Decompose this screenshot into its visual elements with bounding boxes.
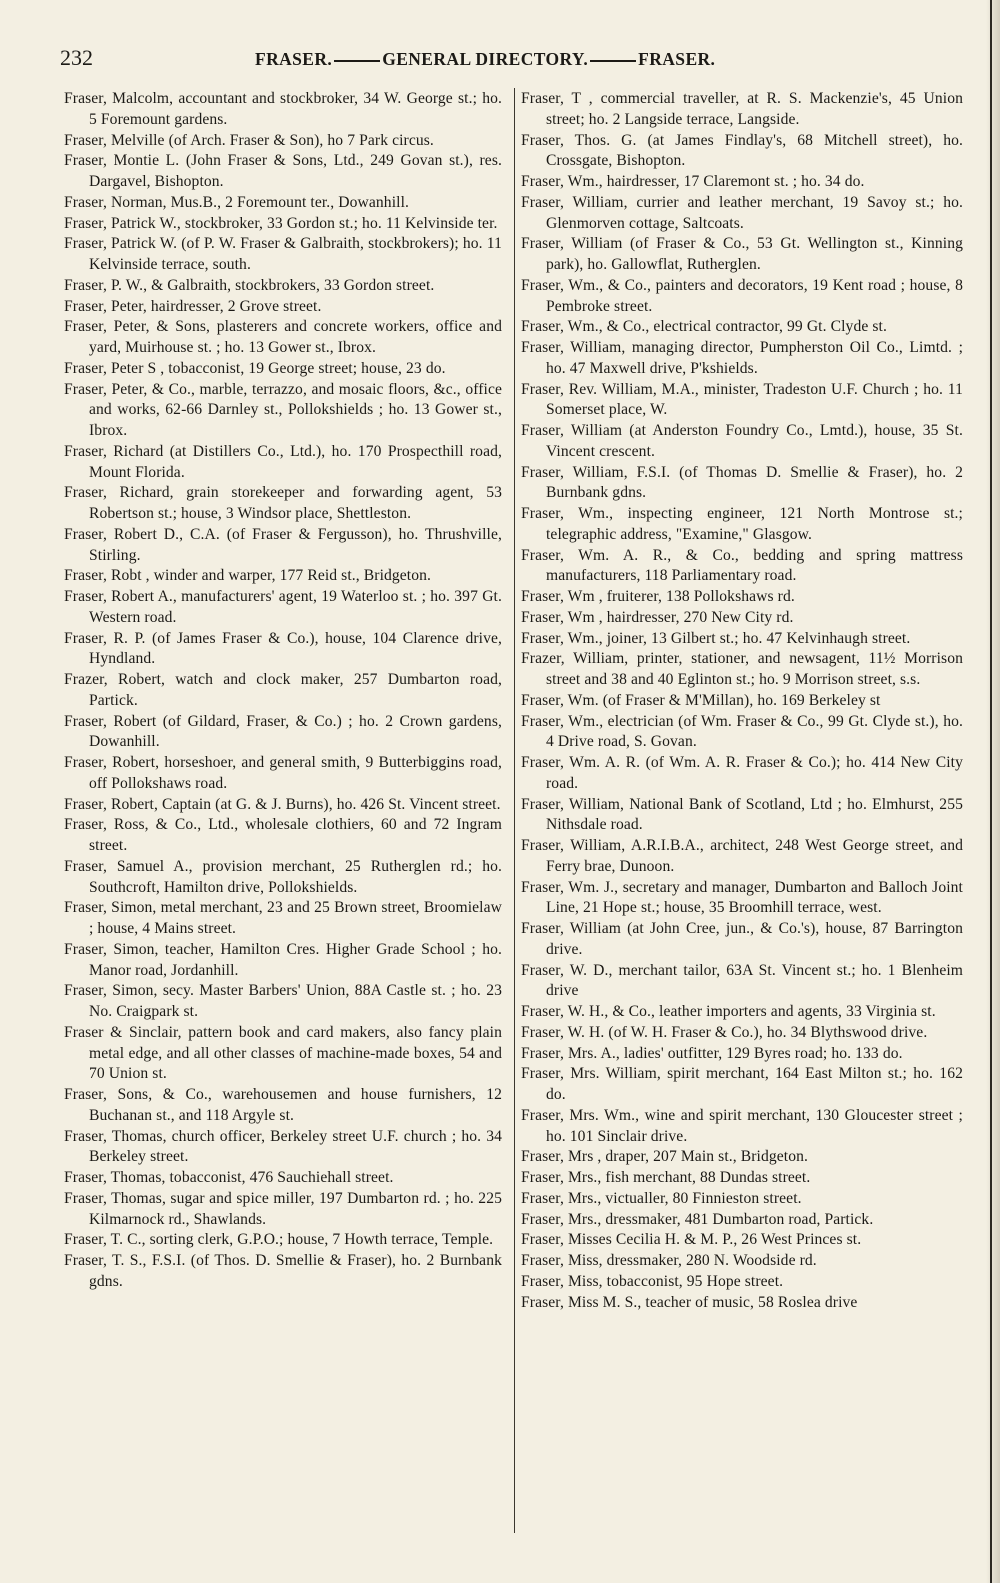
directory-entry: Fraser, William, F.S.I. (of Thomas D. Smellie & Fraser), ho. 2 Burnbank gdns.: [521, 463, 963, 502]
directory-entry: Fraser, Mrs. Wm., wine and spirit merchant, 130 Gloucester street ; ho. 101 Sinclair drive.: [521, 1106, 963, 1145]
directory-entry: Fraser, R. P. (of James Fraser & Co.), house, 104 Clarence drive, Hyndland.: [64, 629, 502, 668]
directory-entry: Fraser, W. H., & Co., leather importers and agents, 33 Virginia st.: [521, 1003, 936, 1020]
directory-entry: Fraser, Wm. A. R. (of Wm. A. R. Fraser & Co.); ho. 414 New City road.: [521, 754, 963, 792]
page-header: [60, 44, 965, 74]
directory-entry: Fraser, Thomas, church officer, Berkeley street U.F. church ; ho. 34 Berkeley street.: [64, 1127, 502, 1166]
directory-entry: Fraser, W. H. (of W. H. Fraser & Co.), ho. 34 Blythswood drive.: [521, 1023, 928, 1041]
directory-entry: Fraser, William, National Bank of Scotland, Ltd ; ho. Elmhurst, 255 Nithsdale road.: [521, 795, 963, 834]
directory-entry: Fraser, Norman, Mus.B., 2 Foremount ter., Dowanhill.: [64, 193, 410, 211]
directory-entry: Fraser, Wm , hairdresser, 270 New City rd.: [521, 608, 794, 626]
directory-entry: Fraser, Mrs., fish merchant, 88 Dundas street.: [521, 1169, 811, 1186]
directory-entry: Fraser, Peter, hairdresser, 2 Grove street.: [64, 297, 322, 315]
directory-entry: Fraser, Wm. J., secretary and manager, Dumbarton and Balloch Joint Line, 21 Hope st.; house, 35 Broomhill terrace, west.: [521, 878, 963, 917]
directory-entry: Fraser, Thomas, tobacconist, 476 Sauchiehall street.: [64, 1169, 394, 1186]
directory-entry: Fraser, Peter, & Sons, plasterers and concrete workers, office and yard, Muirhouse st. ; ho. 13 Gower st., Ibrox.: [64, 318, 502, 356]
directory-entry: Fraser, Rev. William, M.A., minister, Tradeston U.F. Church ; ho. 11 Somerset place, W.: [521, 380, 963, 419]
directory-entry: Fraser, Ross, & Co., Ltd., wholesale clothiers, 60 and 72 Ingram street.: [64, 816, 502, 854]
directory-entry: Fraser, Robt , winder and warper, 177 Reid st., Bridgeton.: [64, 567, 432, 585]
running-head-dash: [334, 60, 380, 62]
directory-entry: Fraser, Richard, grain storekeeper and forwarding agent, 53 Robertson st.; house, 3 Windsor place, Shettleston.: [64, 484, 502, 522]
directory-entry: Fraser, T , commercial traveller, at R. S. Mackenzie's, 45 Union street; ho. 2 Langside terrace, Langside.: [521, 90, 963, 128]
directory-entry: Fraser, Wm., & Co., painters and decorators, 19 Kent road ; house, 8 Pembroke street.: [521, 276, 963, 315]
directory-entry: Fraser, T. C., sorting clerk, G.P.O.; house, 7 Howth terrace, Temple.: [64, 1231, 494, 1249]
directory-entry: Frazer, William, printer, stationer, and newsagent, 11½ Morrison street and 38 and 40 Eglinton st.; ho. 9 Morrison street, s.s.: [521, 650, 963, 688]
page-edge-rule: [990, 0, 992, 1583]
directory-entry: Fraser, Mrs., dressmaker, 481 Dumbarton road, Partick.: [521, 1210, 874, 1228]
directory-entry: Fraser, William (of Fraser & Co., 53 Gt. Wellington st., Kinning park), ho. Gallowflat, Rutherglen.: [521, 235, 963, 273]
directory-entry: Fraser, Patrick W. (of P. W. Fraser & Galbraith, stockbrokers); ho. 11 Kelvinside terrace, south.: [64, 235, 502, 273]
directory-entry: Fraser, Patrick W., stockbroker, 33 Gordon st.; ho. 11 Kelvinside ter.: [64, 214, 498, 232]
directory-entry: Frazer, Robert, watch and clock maker, 257 Dumbarton road, Partick.: [64, 671, 502, 709]
directory-entry: Fraser, Wm., hairdresser, 17 Claremont st. ; ho. 34 do.: [521, 173, 865, 190]
directory-entry: Fraser, Miss M. S., teacher of music, 58 Roslea drive: [521, 1293, 858, 1311]
directory-entry: Fraser, Mrs., victualler, 80 Finnieston street.: [521, 1189, 802, 1207]
directory-entry: Fraser, Wm. A. R., & Co., bedding and spring mattress manufacturers, 118 Parliamentary road.: [521, 546, 963, 585]
directory-entry: Fraser, Wm., inspecting engineer, 121 North Montrose st.; telegraphic address, "Examine," Glasgow.: [521, 505, 963, 543]
running-head-title: GENERAL DIRECTORY.: [382, 49, 589, 69]
directory-entry: Fraser, Mrs , draper, 207 Main st., Bridgeton.: [521, 1148, 809, 1166]
directory-entry: Fraser, Wm , fruiterer, 138 Pollokshaws rd.: [521, 588, 795, 605]
directory-entry: Fraser, Robert, horseshoer, and general smith, 9 Butterbiggins road, off Pollokshaws road.: [64, 754, 502, 792]
directory-entry: Fraser, Malcolm, accountant and stockbroker, 34 W. George st.; ho. 5 Foremount gardens.: [64, 90, 502, 128]
directory-entry: Fraser, Peter, & Co., marble, terrazzo, and mosaic floors, &c., office and works, 62-66 Darnley st., Pollokshields ; ho. 13 Gower st., Ibrox.: [64, 380, 502, 439]
directory-entry: Fraser, Thos. G. (at James Findlay's, 68 Mitchell street), ho. Crossgate, Bishopton.: [521, 131, 963, 170]
running-head-dash: [590, 60, 636, 62]
right-column: [521, 89, 963, 1313]
directory-entry: Fraser, Samuel A., provision merchant, 25 Rutherglen rd.; ho. Southcroft, Hamilton drive, Pollokshields.: [64, 857, 502, 896]
directory-entry: Fraser, William, managing director, Pumpherston Oil Co., Limtd. ; ho. 47 Maxwell drive, P'kshields.: [521, 339, 963, 377]
directory-entry: Fraser, Wm., joiner, 13 Gilbert st.; ho. 47 Kelvinhaugh street.: [521, 629, 911, 647]
directory-entry: Fraser, Miss, dressmaker, 280 N. Woodside rd.: [521, 1252, 817, 1269]
directory-entry: Fraser, Montie L. (John Fraser & Sons, Ltd., 249 Govan st.), res. Dargavel, Bishopton.: [64, 152, 502, 190]
directory-entry: Fraser, Miss, tobacconist, 95 Hope street.: [521, 1272, 784, 1290]
running-head: [255, 46, 715, 72]
directory-entry: Fraser, Thomas, sugar and spice miller, 197 Dumbarton rd. ; ho. 225 Kilmarnock rd., Shawlands.: [64, 1189, 502, 1228]
directory-entry: Fraser, Richard (at Distillers Co., Ltd.), ho. 170 Prospecthill road, Mount Florida.: [64, 442, 502, 481]
directory-entry: Fraser, Peter S , tobacconist, 19 George street; house, 23 do.: [64, 359, 446, 377]
directory-entry: Fraser, Mrs. William, spirit merchant, 164 East Milton st.; ho. 162 do.: [521, 1065, 963, 1103]
directory-entry: Fraser, William, currier and leather merchant, 19 Savoy st.; ho. Glenmorven cottage, Saltcoats.: [521, 193, 963, 232]
directory-entry: Fraser, Melville (of Arch. Fraser & Son), ho 7 Park circus.: [64, 131, 434, 149]
directory-entry: Fraser, W. D., merchant tailor, 63A St. Vincent st.; ho. 1 Blenheim drive: [521, 961, 963, 1000]
directory-entry: Fraser, P. W., & Galbraith, stockbrokers, 33 Gordon street.: [64, 276, 435, 294]
directory-entry: Fraser, William, A.R.I.B.A., architect, 248 West George street, and Ferry brae, Dunoon.: [521, 837, 963, 875]
directory-entry: Fraser, T. S., F.S.I. (of Thos. D. Smellie & Fraser), ho. 2 Burnbank gdns.: [64, 1252, 502, 1290]
column-divider: [514, 88, 515, 1533]
directory-entry: Fraser, Sons, & Co., warehousemen and house furnishers, 12 Buchanan st., and 118 Argyle st.: [64, 1086, 502, 1124]
directory-entry: Fraser, Wm., electrician (of Wm. Fraser & Co., 99 Gt. Clyde st.), ho. 4 Drive road, S. Govan.: [521, 712, 963, 751]
directory-entry: Fraser, Robert D., C.A. (of Fraser & Fergusson), ho. Thrushville, Stirling.: [64, 525, 502, 564]
directory-entry: Fraser, William (at Anderston Foundry Co., Lmtd.), house, 35 St. Vincent crescent.: [521, 422, 963, 460]
left-column: [64, 89, 502, 1293]
running-head-right-name: FRASER.: [638, 49, 716, 69]
directory-entry: Fraser, William (at John Cree, jun., & Co.'s), house, 87 Barrington drive.: [521, 920, 963, 958]
directory-entry: Fraser, Robert (of Gildard, Fraser, & Co.) ; ho. 2 Crown gardens, Dowanhill.: [64, 712, 502, 751]
page-edge-shadow: [986, 0, 1000, 1583]
directory-entry: Fraser, Robert, Captain (at G. & J. Burns), ho. 426 St. Vincent street.: [64, 795, 501, 813]
directory-entry: Fraser & Sinclair, pattern book and card makers, also fancy plain metal edge, and all other classes of machine-made boxes, 54 and 70 Union st.: [64, 1023, 502, 1083]
directory-entry: Fraser, Simon, metal merchant, 23 and 25 Brown street, Broomielaw ; house, 4 Mains street.: [64, 899, 502, 937]
directory-entry: Fraser, Robert A., manufacturers' agent, 19 Waterloo st. ; ho. 397 Gt. Western road.: [64, 588, 502, 626]
directory-entry: Fraser, Mrs. A., ladies' outfitter, 129 Byres road; ho. 133 do.: [521, 1044, 903, 1062]
directory-entry: Fraser, Simon, secy. Master Barbers' Union, 88A Castle st. ; ho. 23 No. Craigpark st.: [64, 982, 502, 1020]
page-number: 232: [60, 45, 93, 70]
directory-entry: Fraser, Wm., & Co., electrical contractor, 99 Gt. Clyde st.: [521, 318, 887, 336]
directory-entry: Fraser, Simon, teacher, Hamilton Cres. Higher Grade School ; ho. Manor road, Jordanhill.: [64, 940, 502, 979]
directory-entry: Fraser, Wm. (of Fraser & M'Millan), ho. 169 Berkeley st: [521, 691, 881, 709]
running-head-left-name: FRASER.: [255, 49, 333, 69]
directory-entry: Fraser, Misses Cecilia H. & M. P., 26 West Princes st.: [521, 1231, 862, 1249]
